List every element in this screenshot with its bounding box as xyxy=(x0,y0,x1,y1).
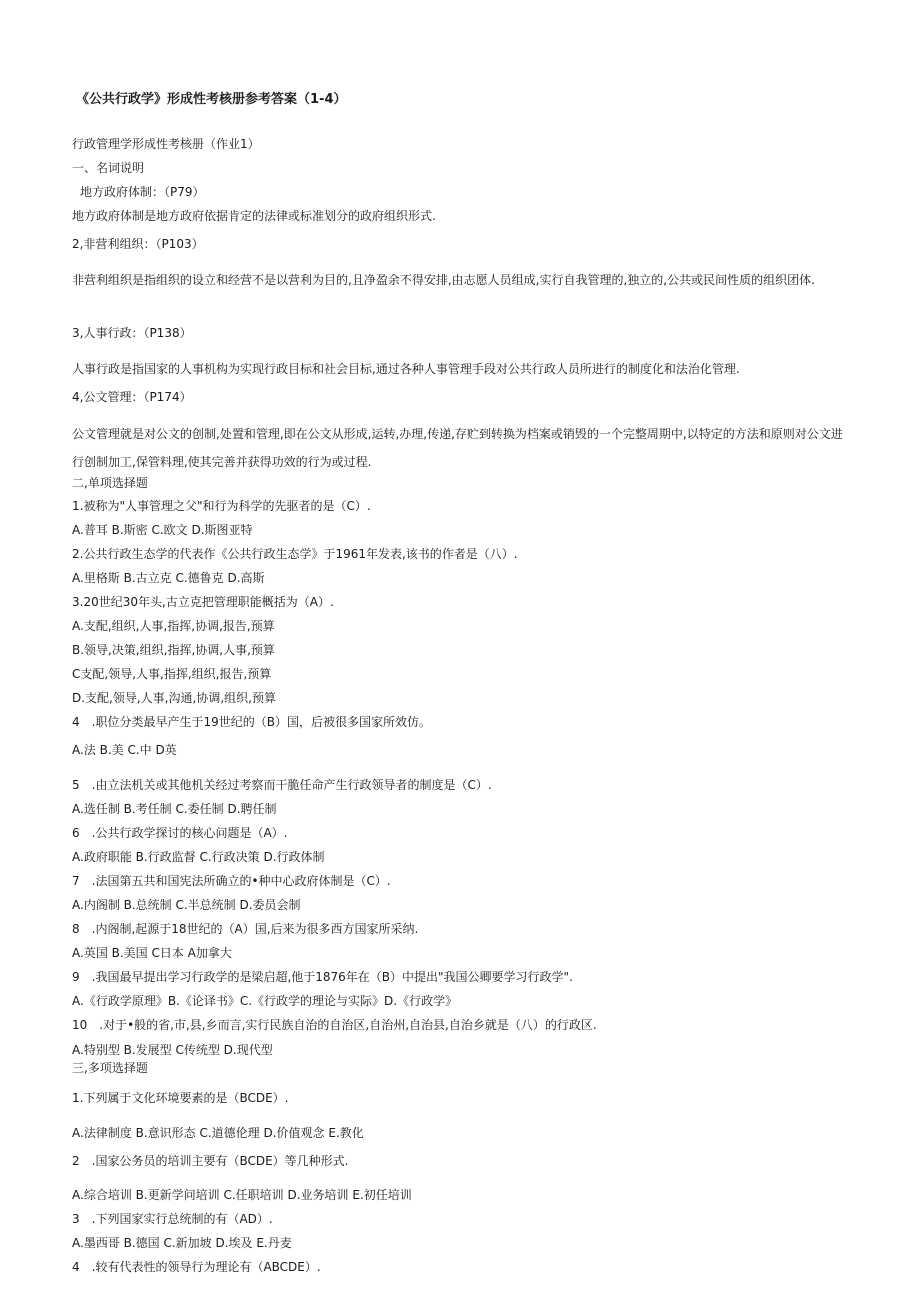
multi-question-2: 2 .国家公务员的培训主要有（BCDE）等几种形式. xyxy=(72,1154,349,1168)
section1-heading: 一、名词说明 xyxy=(72,161,145,175)
definition-3: 人事行政是指国家的人事机构为实现行政目标和社会目标,通过各种人事管理手段对公共行政人员所进行的制度化和法治化管理. xyxy=(72,362,740,376)
question-5-options: A.选任制 B.考任制 C.委任制 D.聘任制 xyxy=(72,802,277,816)
multi-question-1-options: A.法律制度 B.意识形态 C.道德伦理 D.价值观念 E.教化 xyxy=(72,1126,364,1140)
question-4-options: A.法 B.美 C.中 D英 xyxy=(72,743,177,757)
question-1-options: A.普耳 B.斯密 C.欧文 D.斯图亚特 xyxy=(72,523,253,537)
question-2-options: A.里格斯 B.古立克 C.德鲁克 D.高斯 xyxy=(72,571,265,585)
term-1: 地方政府体制：（P79） xyxy=(80,185,205,199)
question-3: 3.20世纪30年头,古立克把管理职能概括为（A）. xyxy=(72,595,334,609)
question-4: 4 .职位分类最早产生于19世纪的（B）国，后被很多国家所效仿。 xyxy=(72,715,431,729)
question-8: 8 .内阁制,起源于18世纪的（A）国,后来为很多西方国家所采纳. xyxy=(72,922,419,936)
question-2: 2.公共行政生态学的代表作《公共行政生态学》于1961年发表,该书的作者是（八）. xyxy=(72,547,518,561)
question-6-options: A.政府职能 B.行政监督 C.行政决策 D.行政体制 xyxy=(72,850,325,864)
section3-heading: 三,多项选择题 xyxy=(72,1061,148,1075)
question-8-options: A.英国 B.美国 C日本 A加拿大 xyxy=(72,946,232,960)
term-4: 4,公文管理：（P174） xyxy=(72,390,192,404)
multi-question-4: 4 .较有代表性的领导行为理论有（ABCDE）. xyxy=(72,1260,321,1274)
doc-title: 《公共行政学》形成性考核册参考答案（1-4） xyxy=(76,92,347,107)
multi-question-3-options: A.墨西哥 B.德国 C.新加坡 D.埃及 E.丹麦 xyxy=(72,1236,292,1250)
multi-question-3: 3 .下列国家实行总统制的有（AD）. xyxy=(72,1212,273,1226)
question-10: 10 .对于•般的省,市,县,乡而言,实行民族自治的自治区,自治州,自治县,自治乡就是（八）的行政区. xyxy=(72,1018,597,1032)
question-1: 1.被称为"人事管理之父"和行为科学的先驱者的是（C）. xyxy=(72,499,371,513)
question-3-option-a: A.支配,组织,人事,指挥,协调,报告,预算 xyxy=(72,619,275,633)
question-3-option-d: D.支配,领导,人事,沟通,协调,组织,预算 xyxy=(72,691,276,705)
section2-heading: 二,单项选择题 xyxy=(72,476,148,490)
definition-1: 地方政府体制是地方政府依据肯定的法律或标准划分的政府组织形式. xyxy=(72,209,436,223)
question-7: 7 .法国第五共和国宪法所确立的•种中心政府体制是（C）. xyxy=(72,874,391,888)
term-2: 2,非营利组织：（P103） xyxy=(72,237,204,251)
question-3-option-b: B.领导,决策,组织,指挥,协调,人事,预算 xyxy=(72,643,275,657)
question-9: 9 .我国最早提出学习行政学的是梁启超,他于1876年在（B）中提出"我国公卿要学习行政学". xyxy=(72,970,573,984)
question-3-option-c: C支配,领导,人事,指挥,组织,报告,预算 xyxy=(72,667,272,681)
question-9-options: A.《行政学原理》B.《论译书》C.《行政学的理论与实际》D.《行政学》 xyxy=(72,994,458,1008)
multi-question-1: 1.下列属于文化环境要素的是（BCDE）. xyxy=(72,1091,289,1105)
doc-subtitle: 行政管理学形成性考核册（作业1） xyxy=(72,137,260,151)
question-10-options: A.特别型 B.发展型 C传统型 D.现代型 xyxy=(72,1043,273,1057)
term-3: 3,人事行政：（P138） xyxy=(72,326,192,340)
multi-question-2-options: A.综合培训 B.更新学问培训 C.任职培训 D.业务培训 E.初任培训 xyxy=(72,1188,412,1202)
question-7-options: A.内阁制 B.总统制 C.半总统制 D.委员会制 xyxy=(72,898,301,912)
definition-4: 公文管理就是对公文的创制,处置和管理,即在公文从形成,运转,办理,传递,存贮到转换为档案或销毁的一个完整周期中,以特定的方法和原则对公文进行创制加工,保管料理,使其完善并获得功效的行为或过程. xyxy=(72,427,843,469)
definition-2: 非营利组织是指组织的设立和经营不是以营利为目的,且净盈余不得安排,由志愿人员组成,实行自我管理的,独立的,公共或民间性质的组织团体. xyxy=(72,273,815,287)
question-6: 6 .公共行政学探讨的核心问题是（A）. xyxy=(72,826,288,840)
question-5: 5 .由立法机关或其他机关经过考察而干脆任命产生行政领导者的制度是（C）. xyxy=(72,778,492,792)
